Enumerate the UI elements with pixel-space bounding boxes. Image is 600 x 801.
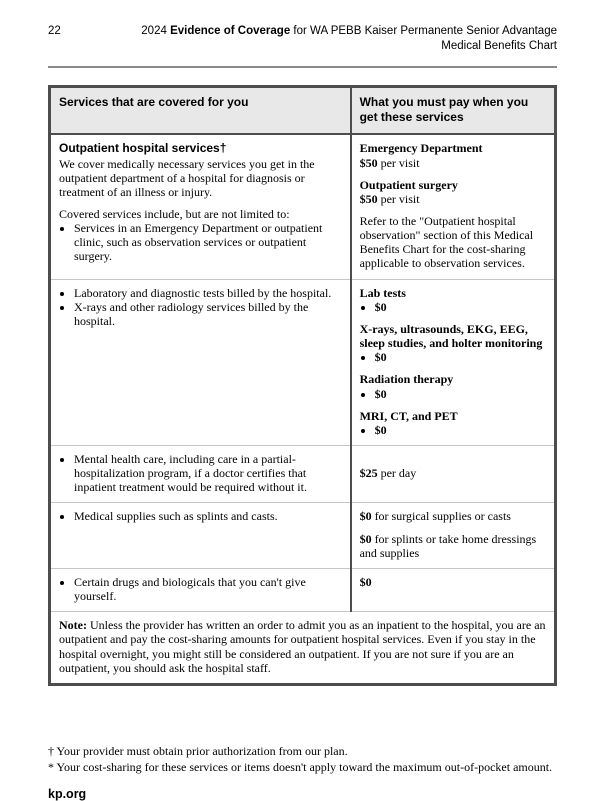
services-cell (50, 446, 351, 503)
covered-services-list (59, 221, 342, 263)
pay-label: X-rays, ultrasounds, EKG, EEG, sleep studies, and holter monitoring (359, 321, 543, 351)
pay-amount: $0 (359, 574, 372, 589)
table-row-note (50, 612, 556, 685)
title-line-1 (61, 24, 557, 39)
pay-group (360, 409, 546, 437)
pay-label: Radiation therapy (359, 372, 454, 387)
pay-amount: $0 (359, 531, 372, 546)
cost-cell (351, 503, 556, 568)
service-description: We cover medically necessary services you get in the outpatient department of a hospital for diagnosis or treatment of an illness or injury. (59, 156, 315, 199)
cost-cell (351, 279, 556, 445)
observation-cost-note: Refer to the "Outpatient hospital observation" section of this Medical Benefits Chart for the cost-sharing applicable to observation services. (359, 213, 534, 271)
pay-amount: • $0 (375, 387, 546, 401)
pay-group (360, 372, 546, 400)
pay-label: Lab tests (359, 285, 406, 300)
kp-org-footer: kp.org (48, 786, 87, 801)
pay-label: Outpatient surgery (359, 177, 458, 192)
services-list (59, 509, 342, 523)
table-row-medical-supplies (50, 503, 556, 568)
list-item: • Services in an Emergency Department or outpatient clinic, such as observation services or outpatient surgery. (74, 221, 342, 263)
pay-value (360, 156, 546, 170)
pay-group (360, 286, 546, 314)
pay-amount: $50 (359, 191, 378, 206)
cost-cell (351, 446, 556, 503)
list-item: • Laboratory and diagnostic tests billed by the hospital. (74, 286, 342, 300)
cost-cell (351, 134, 556, 279)
page-number: 22 (48, 25, 61, 37)
pay-label: Emergency Department (359, 141, 483, 156)
pay-amount-list (360, 350, 546, 364)
services-cell (50, 568, 351, 611)
pay-amount-suffix: per visit (377, 191, 420, 206)
services-list (59, 452, 342, 494)
pay-group (360, 322, 546, 364)
pay-amount-suffix: per visit (377, 155, 420, 170)
pay-value (360, 466, 546, 480)
table-row-mental-health (50, 446, 556, 503)
services-cell (50, 503, 351, 568)
services-cell (50, 134, 351, 279)
services-column-header: Services that are covered for you (50, 87, 351, 135)
footnote-asterisk: * Your cost-sharing for these services or items doesn't apply toward the maximum out-of-pocket amount. (48, 759, 553, 774)
services-list (59, 286, 342, 328)
footnote-dagger: † Your provider must obtain prior authorization from our plan. (48, 743, 348, 758)
note-cell (50, 612, 556, 685)
page-header (48, 24, 557, 54)
title-line-2: Medical Benefits Chart (441, 40, 557, 53)
pay-amount-suffix: for surgical supplies or casts (371, 509, 511, 524)
services-list (59, 575, 342, 603)
pay-amount: • $0 (375, 300, 546, 314)
footnotes (48, 744, 557, 776)
pay-amount-suffix: per day (377, 466, 417, 481)
pay-group (360, 178, 546, 206)
pay-amount: $25 (359, 466, 378, 481)
list-item: • Medical supplies such as splints and casts. (74, 509, 342, 523)
title-year: 2024 (141, 25, 171, 37)
document-title (61, 24, 557, 54)
medical-benefits-table (48, 85, 557, 686)
pay-amount-suffix: for splints or take home dressings and supplies (359, 531, 537, 560)
pay-column-header: What you must pay when you get these services (351, 87, 556, 135)
pay-amount-list (360, 387, 546, 401)
note-text: Unless the provider has written an order to admit you as an inpatient to the hospital, you are an outpatient and pay the cost-sharing amounts for outpatient hospital services. Even if you stay in the hospital overnight, you might still be considered an outpatient. If you are not sure if you are an outpatient, you should ask the hospital staff. (59, 618, 546, 675)
pay-amount-list (360, 300, 546, 314)
list-item: • Mental health care, including care in a partial-hospitalization program, if a doctor certifies that inpatient treatment would be required without it. (74, 452, 342, 494)
table-row-lab-radiology (50, 279, 556, 445)
list-item: • X-rays and other radiology services billed by the hospital. (74, 300, 342, 328)
title-plan-name: for WA PEBB Kaiser Permanente Senior Advantage (290, 25, 557, 37)
note-label: Note: (59, 618, 87, 633)
service-heading: Outpatient hospital services† (59, 141, 227, 156)
pay-value (360, 192, 546, 206)
pay-value (360, 509, 546, 523)
pay-amount: $0 (359, 509, 372, 524)
title-evidence-of-coverage: Evidence of Coverage (170, 25, 291, 37)
pay-value (360, 532, 546, 560)
list-item: • Certain drugs and biologicals that you can't give yourself. (74, 575, 342, 603)
services-cell (50, 279, 351, 445)
pay-amount: • $0 (375, 350, 546, 364)
pay-amount: $50 (359, 155, 378, 170)
table-row-outpatient-hospital (50, 134, 556, 279)
pay-amount-list (360, 423, 546, 437)
table-row-drugs-biologicals (50, 568, 556, 611)
pay-label: MRI, CT, and PET (359, 408, 458, 423)
table-header-row (50, 87, 556, 135)
cost-cell (351, 568, 556, 611)
header-divider (48, 66, 557, 68)
pay-group (360, 141, 546, 169)
pay-amount: • $0 (375, 423, 546, 437)
covered-services-intro: Covered services include, but are not limited to: (59, 206, 290, 221)
